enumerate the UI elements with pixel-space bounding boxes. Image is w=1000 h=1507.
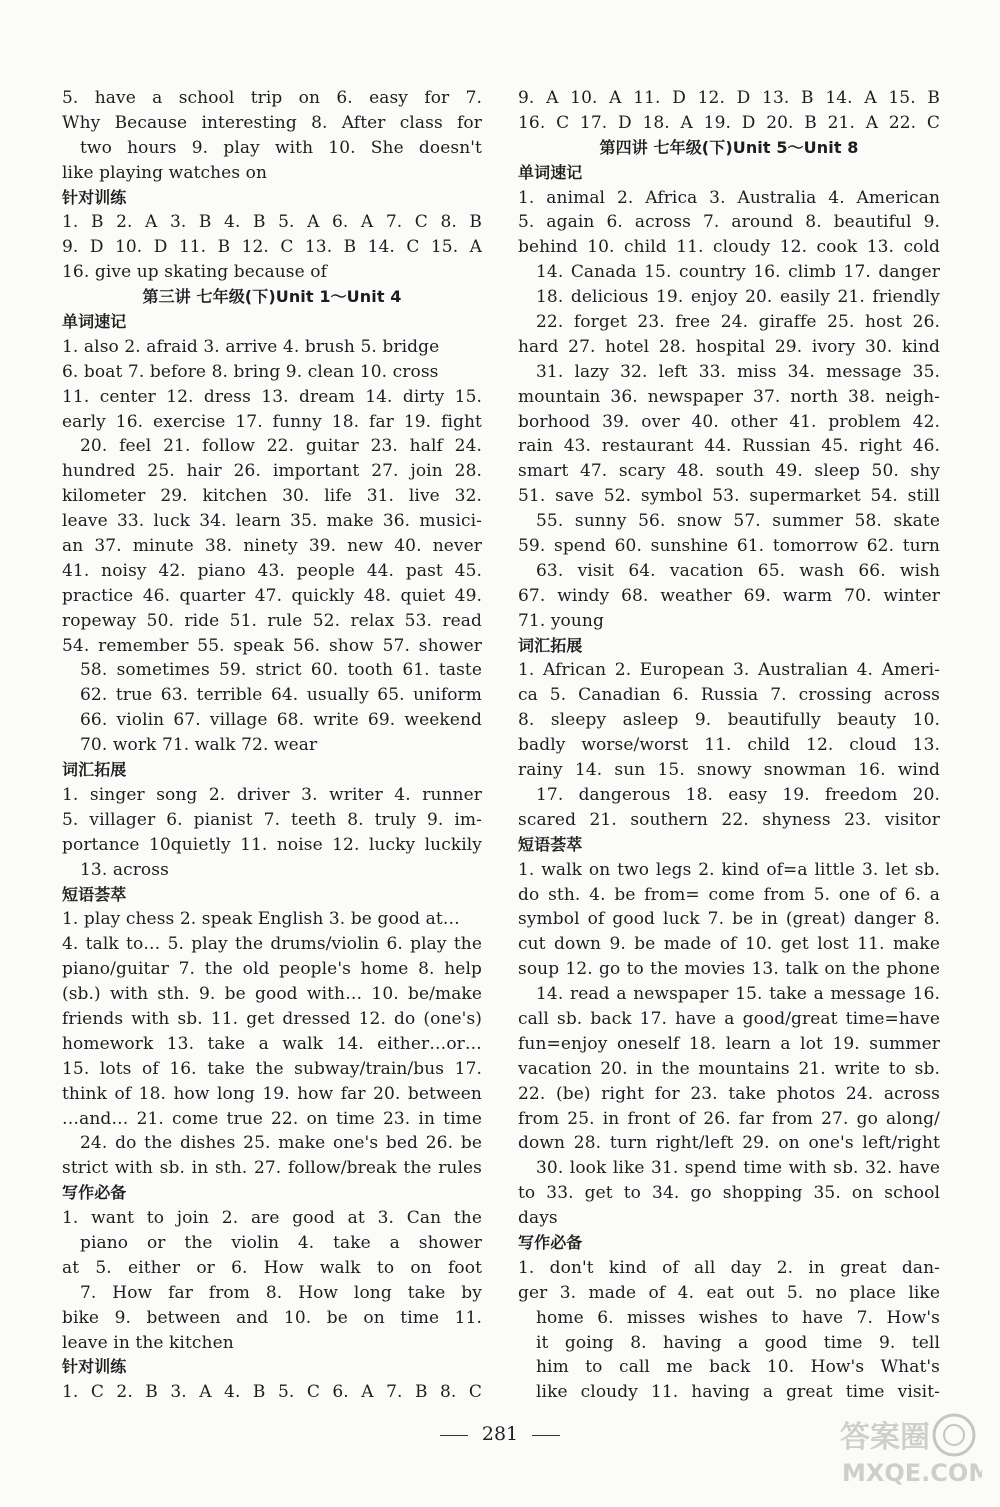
right-column [518,86,940,1405]
answer-line: 55. sunny 56. snow 57. summer 58. skate [536,511,940,532]
answer-line: 1. B 2. A 3. B 4. B 5. A 6. A 7. C 8. B [62,212,482,233]
answer-line: 71. young [518,610,604,631]
section-heading: 单词速记 [62,312,127,332]
answer-line: strict with sb. in sth. 27. follow/break the rules [62,1158,482,1179]
answer-line: 1. animal 2. Africa 3. Australia 4. American [518,187,940,208]
answer-line: Why Because interesting 8. After class for [62,112,482,133]
answer-line: leave in the kitchen [62,1332,234,1353]
answer-line: down 28. turn right/left 29. on one's left/right [518,1133,940,1154]
answer-line: portance 10quietly 11. noise 12. lucky luckily [62,834,482,855]
dash-left [440,1435,468,1436]
answer-line: 5. villager 6. pianist 7. teeth 8. truly 9. im- [62,809,482,830]
answer-line: early 16. exercise 17. funny 18. far 19. fight [62,411,482,432]
answer-line: ropeway 50. ride 51. rule 52. relax 53. read [62,610,482,631]
answer-line: 70. work 71. walk 72. wear [80,735,318,756]
lecture-heading: 第四讲 七年级(下)Unit 5～Unit 8 [599,137,859,157]
section-heading: 短语荟萃 [518,834,583,854]
answer-line: home 6. misses wishes to have 7. How's [536,1307,940,1328]
answer-line: it going 8. having a good time 9. tell [536,1332,940,1353]
answer-line: cut down 9. be made of 10. get lost 11. make [518,934,940,955]
answer-line: 62. true 63. terrible 64. usually 65. uniform [80,685,482,706]
section-heading: 针对训练 [62,1357,127,1377]
answer-line: hard 27. hotel 28. hospital 29. ivory 30. kind [518,336,940,357]
answer-line: 1. play chess 2. speak English 3. be good at… [62,909,460,930]
answer-line: rain 43. restaurant 44. Russian 45. right 46. [518,436,940,457]
answer-line: think of 18. how long 19. how far 20. between [62,1083,482,1104]
answer-line: call sb. back 17. have a good/great time=have [518,1008,940,1029]
answer-line: hundred 25. hair 26. important 27. join 28. [62,461,482,482]
answer-line: rainy 14. sun 15. snowy snowman 16. wind [518,760,940,781]
answer-line: like cloudy 11. having a great time visit- [536,1382,940,1403]
answer-line: 1. want to join 2. are good at 3. Can the [62,1208,482,1229]
answer-line: 9. A 10. A 11. D 12. D 13. B 14. A 15. B [518,88,940,108]
answer-line: 22. forget 23. free 24. giraffe 25. host 26. [536,312,940,333]
page-number-text: 281 [481,1423,519,1445]
answer-line: 51. save 52. symbol 53. supermarket 54. still [518,486,940,507]
answer-line: fun=enjoy oneself 18. learn a lot 19. summer [518,1033,940,1054]
answer-line: 5. have a school trip on 6. easy for 7. [62,88,482,108]
answer-line: symbol of good luck 7. be in (great) danger 8. [518,909,940,930]
answer-line: 24. do the dishes 25. make one's bed 26. be [80,1133,482,1154]
answer-line: 63. visit 64. vacation 65. wash 66. wish [536,560,940,581]
answer-line: 1. singer song 2. driver 3. writer 4. runner [62,784,482,805]
answer-line: …and… 21. come true 22. on time 23. in time [62,1108,482,1129]
answer-line: 54. remember 55. speak 56. show 57. shower [62,635,482,656]
section-heading: 词汇拓展 [518,635,583,655]
answer-line: 30. look like 31. spend time with sb. 32. have [536,1158,940,1179]
answer-line: 11. center 12. dress 13. dream 14. dirty 15. [62,386,482,407]
section-heading: 词汇拓展 [62,760,127,780]
section-heading: 短语荟萃 [62,884,127,904]
answer-line: behind 10. child 11. cloudy 12. cook 13. cold [518,237,940,258]
answer-line: 66. violin 67. village 68. write 69. weekend [80,710,482,731]
answer-line: him to call me back 10. How's What's [536,1357,940,1378]
answer-line: 5. again 6. across 7. around 8. beautiful 9. [518,212,940,233]
answer-line: 1. also 2. afraid 3. arrive 4. brush 5. bridge [62,336,440,357]
answer-line: an 37. minute 38. ninety 39. new 40. never [62,536,482,557]
answer-line: 6. boat 7. before 8. bring 9. clean 10. cross [62,361,439,382]
answer-line: 16. give up skating because of [62,262,327,283]
answer-line: 4. talk to… 5. play the drums/violin 6. play the [62,934,482,955]
answer-line: 1. walk on two legs 2. kind of=a little 3. let sb. [518,859,940,880]
lecture-heading: 第三讲 七年级(下)Unit 1～Unit 4 [142,287,402,307]
dash-right [532,1435,560,1436]
answer-line: 58. sometimes 59. strict 60. tooth 61. taste [80,660,482,681]
answer-line: to 33. get to 34. go shopping 35. on school [518,1183,940,1204]
svg-text:MXQE.COM: MXQE.COM [842,1459,982,1487]
answer-line: 17. dangerous 18. easy 19. freedom 20. [536,784,940,805]
section-heading: 写作必备 [518,1232,583,1252]
answer-line: badly worse/worst 11. child 12. cloud 13. [518,735,940,756]
svg-text:答案圈: 答案圈 [840,1420,930,1455]
answer-line: leave 33. luck 34. learn 35. make 36. musici- [62,511,482,532]
section-heading: 写作必备 [62,1183,127,1203]
answer-line: from 25. in front of 26. far from 27. go along/ [518,1108,940,1129]
watermark-logo [832,1407,982,1493]
answer-line: 8. sleepy asleep 9. beautifully beauty 10. [518,710,940,731]
answer-line: 22. (be) right for 23. take photos 24. across [518,1083,940,1104]
answer-line: 15. lots of 16. take the subway/train/bus 17. [62,1058,482,1079]
answer-line: (sb.) with sth. 9. be good with… 10. be/make [62,984,482,1005]
answer-line: vacation 20. in the mountains 21. write to sb. [518,1058,940,1079]
answer-line: scared 21. southern 22. shyness 23. visitor [518,809,940,830]
answer-line: at 5. either or 6. How walk to on foot [62,1257,482,1278]
answer-line: 7. How far from 8. How long take by [80,1282,482,1303]
answer-line: days [518,1208,558,1229]
answer-line: homework 13. take a walk 14. either…or… [62,1033,482,1054]
answer-line: 59. spend 60. sunshine 61. tomorrow 62. turn [518,536,940,557]
answer-line: 20. feel 21. follow 22. guitar 23. half 24. [80,436,482,457]
answer-line: soup 12. go to the movies 13. talk on the phone [518,959,940,980]
answer-line: 1. don't kind of all day 2. in great dan- [518,1257,940,1278]
answer-line: 1. C 2. B 3. A 4. B 5. C 6. A 7. B 8. C [62,1382,482,1403]
answer-line: smart 47. scary 48. south 49. sleep 50. shy [518,461,940,482]
answer-line: 1. African 2. European 3. Australian 4. Ameri- [518,660,940,681]
answer-line: do sth. 4. be from= come from 5. one of 6. a [518,884,940,905]
answer-line: practice 46. quarter 47. quickly 48. quiet 49. [62,585,482,606]
left-column [62,86,482,1405]
answer-line: borhood 39. over 40. other 41. problem 42. [518,411,940,432]
answer-line: ca 5. Canadian 6. Russia 7. crossing across [518,685,940,706]
answer-line: bike 9. between and 10. be on time 11. [62,1307,482,1328]
section-heading: 单词速记 [518,162,583,182]
section-heading: 针对训练 [62,187,127,207]
answer-line: friends with sb. 11. get dressed 12. do (one's) [62,1008,482,1029]
answer-line: mountain 36. newspaper 37. north 38. neigh- [518,386,940,407]
answer-line: 41. noisy 42. piano 43. people 44. past 45. [62,560,482,581]
answer-line: 13. across [80,859,169,880]
answer-line: piano/guitar 7. the old people's home 8. help [62,959,482,980]
answer-line: 31. lazy 32. left 33. miss 34. message 35. [536,361,940,382]
answer-line: 14. read a newspaper 15. take a message 16. [536,984,940,1005]
answer-line: piano or the violin 4. take a shower [80,1232,482,1253]
answer-line: 16. C 17. D 18. A 19. D 20. B 21. A 22. C [518,112,940,133]
answer-line: 67. windy 68. weather 69. warm 70. winter [518,585,940,606]
answer-line: 14. Canada 15. country 16. climb 17. danger [536,262,940,283]
answer-line: ger 3. made of 4. eat out 5. no place like [518,1282,940,1303]
answer-line: like playing watches on [62,162,268,183]
answer-line: 9. D 10. D 11. B 12. C 13. B 14. C 15. A [62,237,482,258]
answer-line: two hours 9. play with 10. She doesn't [80,137,482,158]
answer-line: kilometer 29. kitchen 30. life 31. live 32. [62,486,482,507]
answer-line: 18. delicious 19. enjoy 20. easily 21. friendly [536,287,940,308]
